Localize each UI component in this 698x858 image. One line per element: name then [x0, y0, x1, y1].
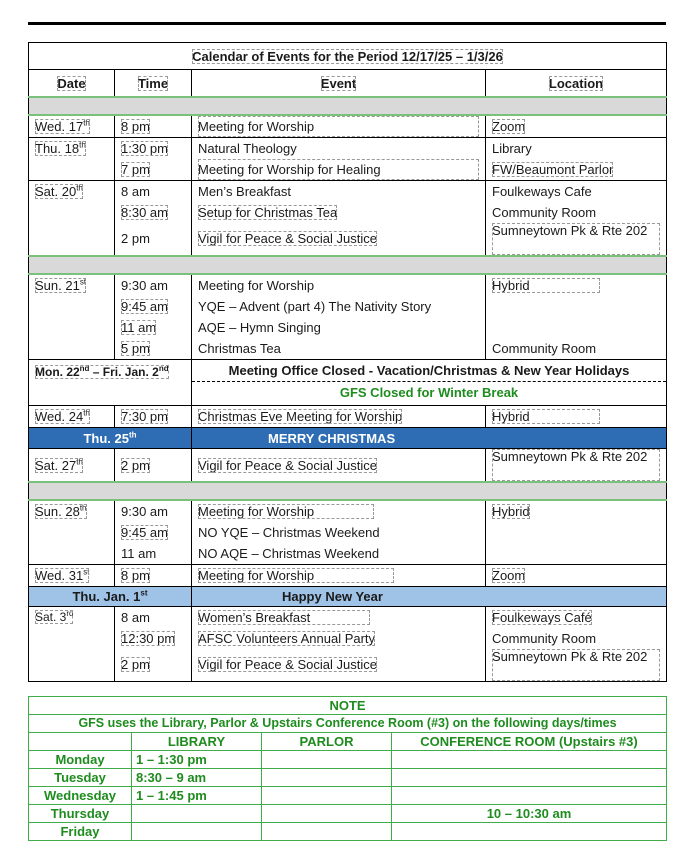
time-cell: 1:30 pm 7 pm	[115, 138, 192, 181]
date-cell: Sat. 27th	[29, 449, 115, 483]
event-cell: Meeting for Worship YQE – Advent (part 4) The Nativity Story AQE – Hymn Singing Christmas Tea	[192, 274, 486, 360]
note-day: Monday	[29, 751, 132, 769]
top-rule	[28, 22, 666, 25]
event-cell: Women’s Breakfast AFSC Volunteers Annual Party Vigil for Peace & Social Justice	[192, 607, 486, 682]
location-cell: Foulkeways Café Community Room Sumneytown Pk & Rte 202	[486, 607, 667, 682]
note-day: Tuesday	[29, 769, 132, 787]
note-conference-time	[392, 787, 667, 805]
time-cell: 2 pm	[115, 449, 192, 483]
time-cell: 8 pm	[115, 565, 192, 587]
holiday-row	[29, 587, 667, 607]
note-col-parlor: PARLOR	[262, 733, 392, 751]
location-cell: Zoom	[486, 565, 667, 587]
date-cell: Sun. 21st	[29, 274, 115, 360]
note-day-row	[29, 769, 667, 787]
note-title: NOTE	[29, 697, 667, 715]
note-conference-time	[392, 769, 667, 787]
location-cell: Hybrid	[486, 500, 667, 565]
note-parlor-time	[262, 769, 392, 787]
note-library-time	[132, 823, 262, 841]
note-conference-time	[392, 823, 667, 841]
week-separator	[29, 256, 667, 274]
date-cell: Wed. 17th	[29, 115, 115, 138]
gfs-note-table	[28, 696, 667, 841]
header-time: Time	[115, 70, 192, 98]
week-separator	[29, 482, 667, 500]
time-cell: 8 pm	[115, 115, 192, 138]
location-cell: Zoom	[486, 115, 667, 138]
date-cell: Sat. 3rd	[29, 607, 115, 682]
header-event: Event	[192, 70, 486, 98]
note-library-time	[132, 805, 262, 823]
location-cell: Foulkeways Cafe Community Room Sumneytown Pk & Rte 202	[486, 181, 667, 257]
calendar-header-row	[29, 70, 667, 98]
event-cell: Meeting for Worship	[192, 115, 486, 138]
note-day-row	[29, 805, 667, 823]
date-cell: Sun. 28th	[29, 500, 115, 565]
table-row	[29, 181, 667, 257]
header-date: Date	[29, 70, 115, 98]
date-cell: Wed. 24th	[29, 406, 115, 428]
date-cell: Thu. Jan. 1st	[29, 587, 192, 607]
note-day: Thursday	[29, 805, 132, 823]
time-cell: 9:30 am 9:45 am 11 am 5 pm	[115, 274, 192, 360]
table-row	[29, 115, 667, 138]
event-cell: Meeting for Worship	[192, 565, 486, 587]
note-library-time: 8:30 – 9 am	[132, 769, 262, 787]
time-cell: 7:30 pm	[115, 406, 192, 428]
location-cell: Sumneytown Pk & Rte 202	[486, 449, 667, 483]
note-parlor-time	[262, 805, 392, 823]
note-day: Wednesday	[29, 787, 132, 805]
note-day: Friday	[29, 823, 132, 841]
event-cell: Meeting for Worship NO YQE – Christmas Weekend NO AQE – Christmas Weekend	[192, 500, 486, 565]
date-cell: Wed. 31st	[29, 565, 115, 587]
note-library-time: 1 – 1:30 pm	[132, 751, 262, 769]
table-row	[29, 500, 667, 565]
note-header-row	[29, 733, 667, 751]
header-location: Location	[486, 70, 667, 98]
event-cell: Meeting Office Closed - Vacation/Christmas & New Year Holidays GFS Closed for Winter Break	[192, 360, 667, 406]
event-cell: Vigil for Peace & Social Justice	[192, 449, 486, 483]
event-cell: MERRY CHRISTMAS	[192, 428, 667, 449]
table-row	[29, 607, 667, 682]
date-cell: Thu. 25th	[29, 428, 192, 449]
calendar-title: Calendar of Events for the Period 12/17/25 – 1/3/26	[29, 43, 667, 70]
date-cell: Sat. 20th	[29, 181, 115, 257]
event-cell: Happy New Year	[192, 587, 667, 607]
table-row	[29, 360, 667, 406]
note-library-time: 1 – 1:45 pm	[132, 787, 262, 805]
location-cell: Hybrid	[486, 406, 667, 428]
note-parlor-time	[262, 823, 392, 841]
location-cell: Library FW/Beaumont Parlor	[486, 138, 667, 181]
time-cell: 8 am 12:30 pm 2 pm	[115, 607, 192, 682]
note-day-row	[29, 751, 667, 769]
time-cell: 9:30 am 9:45 am 11 am	[115, 500, 192, 565]
table-row	[29, 449, 667, 483]
table-row	[29, 565, 667, 587]
event-cell: Christmas Eve Meeting for Worship	[192, 406, 486, 428]
note-day-row	[29, 787, 667, 805]
note-parlor-time	[262, 787, 392, 805]
time-cell: 8 am 8:30 am 2 pm	[115, 181, 192, 257]
table-row	[29, 138, 667, 181]
note-conference-time	[392, 751, 667, 769]
note-parlor-time	[262, 751, 392, 769]
note-col-conference: CONFERENCE ROOM (Upstairs #3)	[392, 733, 667, 751]
calendar-table	[28, 42, 667, 682]
table-row	[29, 406, 667, 428]
note-conference-time: 10 – 10:30 am	[392, 805, 667, 823]
table-row	[29, 274, 667, 360]
week-separator	[29, 97, 667, 115]
date-cell: Thu. 18th	[29, 138, 115, 181]
holiday-row	[29, 428, 667, 449]
event-cell: Men’s Breakfast Setup for Christmas Tea Vigil for Peace & Social Justice	[192, 181, 486, 257]
location-cell: Hybrid Community Room	[486, 274, 667, 360]
note-text: GFS uses the Library, Parlor & Upstairs Conference Room (#3) on the following days/times	[29, 715, 667, 733]
note-col-library: LIBRARY	[132, 733, 262, 751]
event-cell: Natural Theology Meeting for Worship for Healing	[192, 138, 486, 181]
date-cell: Mon. 22nd – Fri. Jan. 2nd	[29, 360, 192, 406]
note-day-row	[29, 823, 667, 841]
